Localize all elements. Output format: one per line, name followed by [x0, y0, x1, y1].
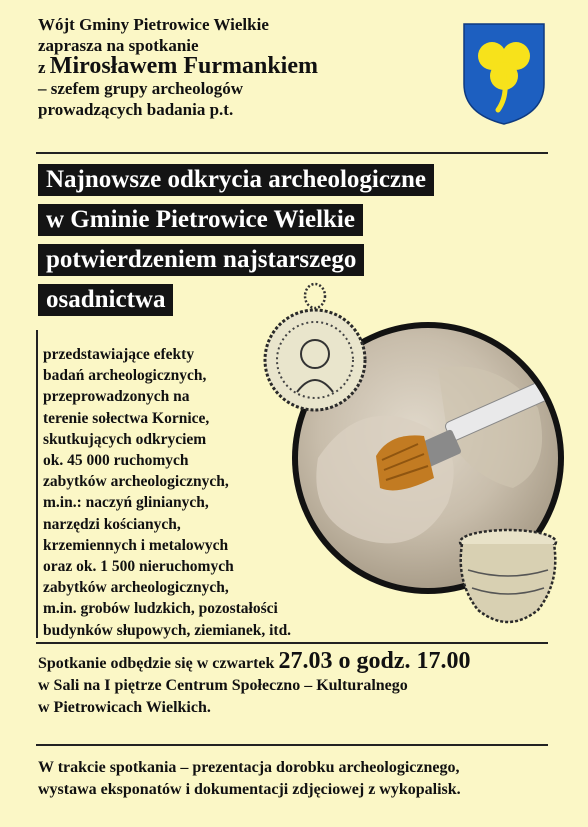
guest-role-line-2: prowadzących badania p.t. — [38, 100, 234, 119]
guest-role-line: – szefem grupy archeologów — [38, 79, 244, 98]
footer-line-2: wystawa eksponatów i dokumentacji zdjęciowej z wykopalisk. — [38, 781, 461, 798]
details-line: terenie sołectwa Kornice, — [43, 409, 210, 427]
invitation-header — [38, 14, 458, 120]
bottom-divider — [36, 744, 548, 746]
details-line: narzędzi kościanych, — [43, 515, 181, 533]
meeting-date-prefix: Spotkanie odbędzie się w czwartek — [38, 655, 279, 672]
guest-line — [38, 53, 458, 79]
guest-prefix: z — [38, 58, 46, 77]
details-line: oraz ok. 1 500 nieruchomych — [43, 558, 234, 576]
meeting-town-line: w Pietrowicach Wielkich. — [38, 699, 211, 716]
title-line-1: Najnowsze odkrycia archeologiczne — [38, 164, 434, 196]
coat-of-arms-clover-icon — [462, 22, 546, 126]
invite-line: zaprasza na spotkanie — [38, 36, 199, 55]
details-line: przeprowadzonych na — [43, 388, 190, 406]
meeting-datetime: 27.03 o godz. 17.00 — [278, 648, 471, 674]
footer-note — [38, 757, 568, 801]
details-line: zabytków archeologicznych, — [43, 579, 229, 597]
meeting-date-line — [38, 650, 558, 675]
meeting-info — [38, 650, 558, 719]
meeting-venue-line: w Sali na I piętrze Centrum Społeczno – Kulturalnego — [38, 677, 408, 694]
footer-line-1: W trakcie spotkania – prezentacja dorobku archeologicznego, — [38, 759, 460, 776]
title-line-2: w Gminie Pietrowice Wielkie — [38, 204, 363, 236]
details-line: zabytków archeologicznych, — [43, 473, 229, 491]
details-line: m.in.: naczyń glinianych, — [43, 494, 209, 512]
details-line: ok. 45 000 ruchomych — [43, 452, 189, 470]
top-divider — [36, 152, 548, 154]
middle-divider — [36, 642, 548, 644]
clay-pot-icon — [452, 528, 564, 634]
details-line: m.in. grobów ludzkich, pozostałości — [43, 600, 278, 618]
title-line-4: osadnictwa — [38, 284, 173, 316]
details-line: badań archeologicznych, — [43, 367, 207, 385]
medallion-icon — [260, 282, 370, 416]
details-line: przedstawiające efekty — [43, 346, 195, 363]
details-line: krzemiennych i metalowych — [43, 536, 229, 554]
details-side-rule — [36, 330, 38, 638]
guest-name: Mirosławem Furmankiem — [49, 53, 318, 79]
host-line: Wójt Gminy Pietrowice Wielkie — [38, 15, 269, 34]
title-line-3: potwierdzeniem najstarszego — [38, 244, 364, 276]
details-line: skutkujących odkryciem — [43, 430, 207, 448]
details-line: budynków słupowych, ziemianek, itd. — [43, 621, 292, 639]
